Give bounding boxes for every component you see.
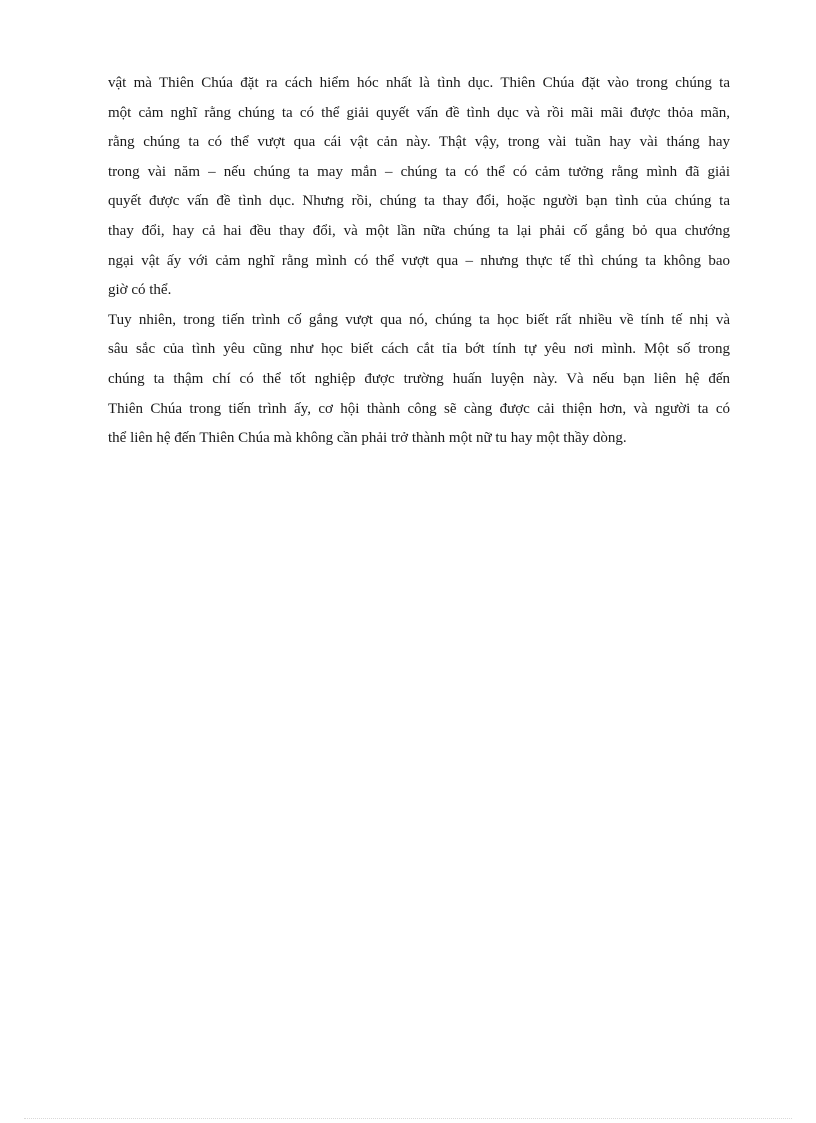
paragraph-2 bbox=[108, 306, 730, 454]
text-line: Thiên Chúa trong tiến trình ấy, cơ hội thành công sẽ càng được cải thiện hơn, và người ta có bbox=[108, 400, 730, 417]
page-bottom-divider bbox=[24, 1118, 792, 1119]
text-line: thể liên hệ đến Thiên Chúa mà không cần phải trở thành một nữ tu hay một thầy dòng. bbox=[108, 430, 627, 447]
text-line: trong vài năm – nếu chúng ta may mắn – chúng ta có thể có cảm tưởng rằng mình đã giải bbox=[108, 163, 730, 180]
text-line: ngại vật ấy với cảm nghĩ rằng mình có thể vượt qua – nhưng thực tế thì chúng ta không bao bbox=[108, 252, 730, 269]
text-line: chúng ta thậm chí có thể tốt nghiệp được trường huấn luyện này. Và nếu bạn liên hệ đến bbox=[108, 370, 730, 387]
text-line: rằng chúng ta có thể vượt qua cái vật cản này. Thật vậy, trong vài tuần hay vài tháng hay bbox=[108, 134, 730, 151]
text-line: quyết được vấn đề tình dục. Nhưng rồi, chúng ta thay đổi, hoặc người bạn tình của chúng ta bbox=[108, 193, 730, 210]
body-text bbox=[108, 69, 730, 454]
text-line: giờ có thể. bbox=[108, 282, 172, 299]
text-line: thay đổi, hay cả hai đều thay đổi, và một lần nữa chúng ta lại phải cố gắng bỏ qua chướng bbox=[108, 222, 730, 239]
text-line: Tuy nhiên, trong tiến trình cố gắng vượt qua nó, chúng ta học biết rất nhiều về tính tế nhị và bbox=[108, 311, 730, 328]
text-line: một cảm nghĩ rằng chúng ta có thể giải quyết vấn đề tình dục và rồi mãi mãi được thỏa mãn, bbox=[108, 104, 730, 121]
text-line: sâu sắc của tình yêu cũng như học biết cách cắt tỉa bớt tính tự yêu nơi mình. Một số trong bbox=[108, 341, 730, 358]
paragraph-1 bbox=[108, 69, 730, 306]
text-line: vật mà Thiên Chúa đặt ra cách hiểm hóc nhất là tình dục. Thiên Chúa đặt vào trong chúng ta bbox=[108, 75, 730, 91]
